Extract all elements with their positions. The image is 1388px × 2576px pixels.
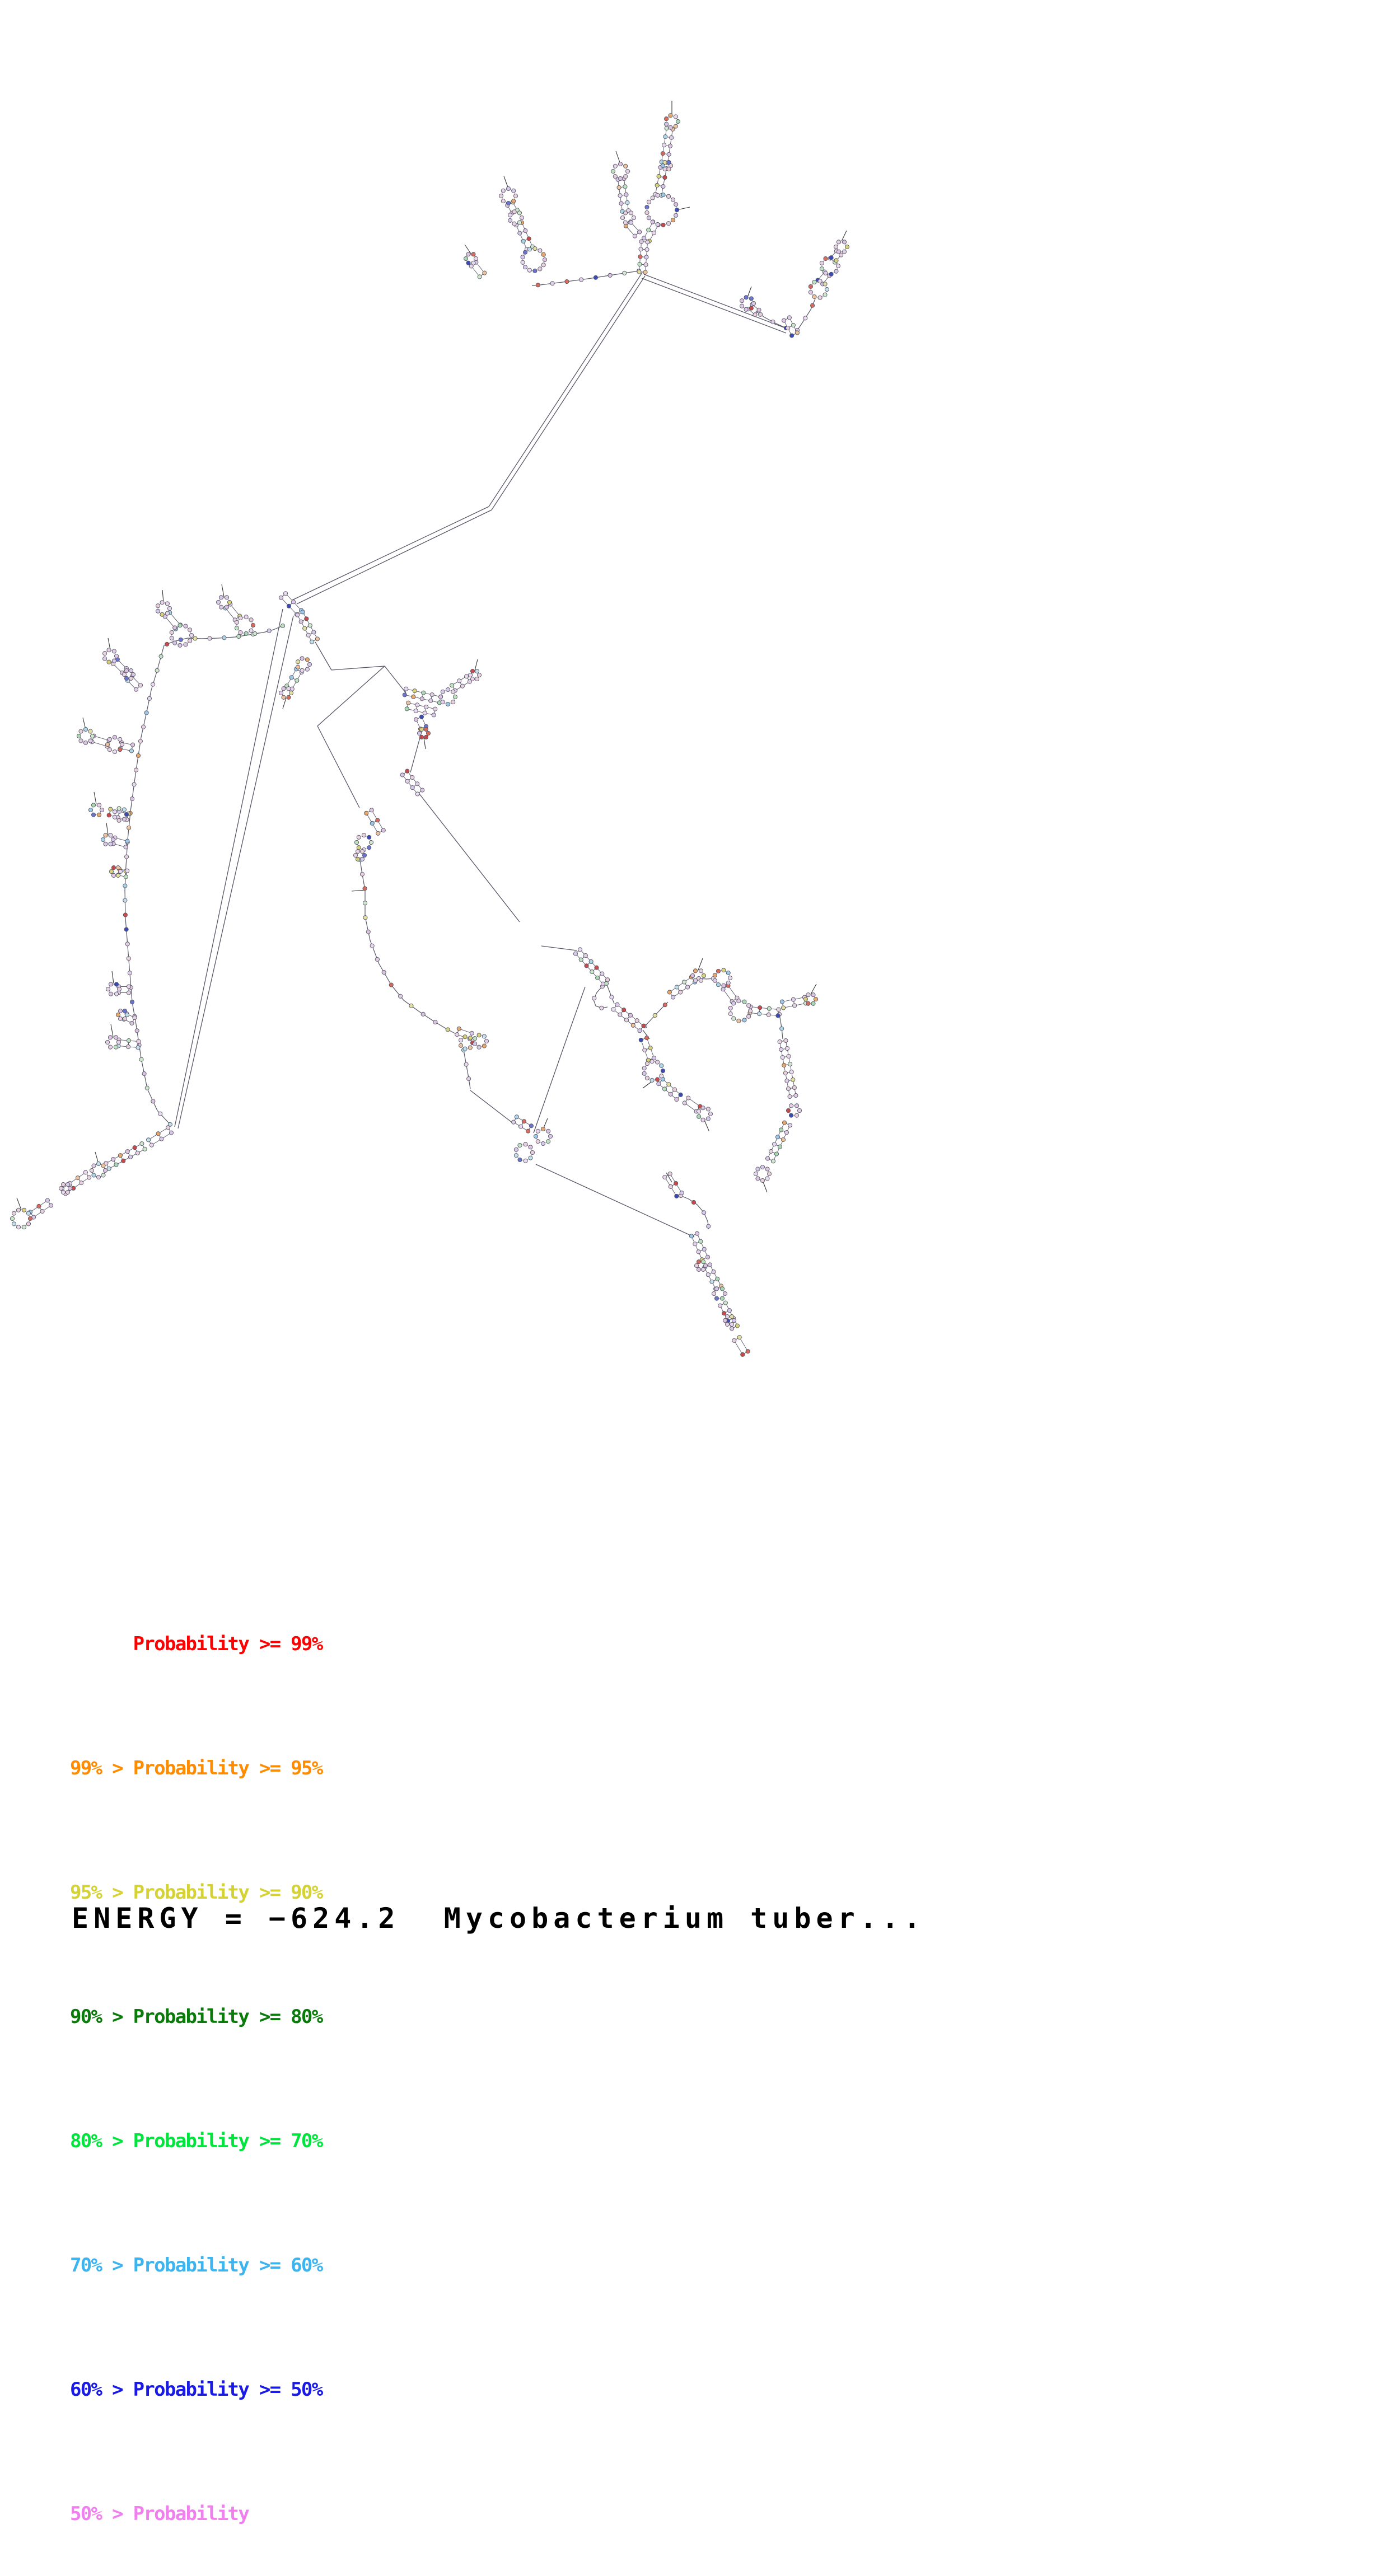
legend-entry: 99% > Probability >= 95%	[70, 1757, 323, 1779]
legend-entry: 90% > Probability >= 80%	[70, 2006, 323, 2028]
legend-entry: 50% > Probability	[70, 2503, 249, 2525]
legend-entry: 70% > Probability >= 60%	[70, 2254, 323, 2277]
energy-annotation: ENERGY = −624.2 Mycobacterium tuber...	[72, 1902, 926, 1935]
legend-entry: 95% > Probability >= 90%	[70, 1881, 323, 1904]
legend-entry: Probability >= 99%	[70, 1633, 323, 1655]
legend-entry: 80% > Probability >= 70%	[70, 2130, 323, 2152]
legend-entry: 60% > Probability >= 50%	[70, 2378, 323, 2401]
probability-legend	[70, 1540, 322, 2576]
